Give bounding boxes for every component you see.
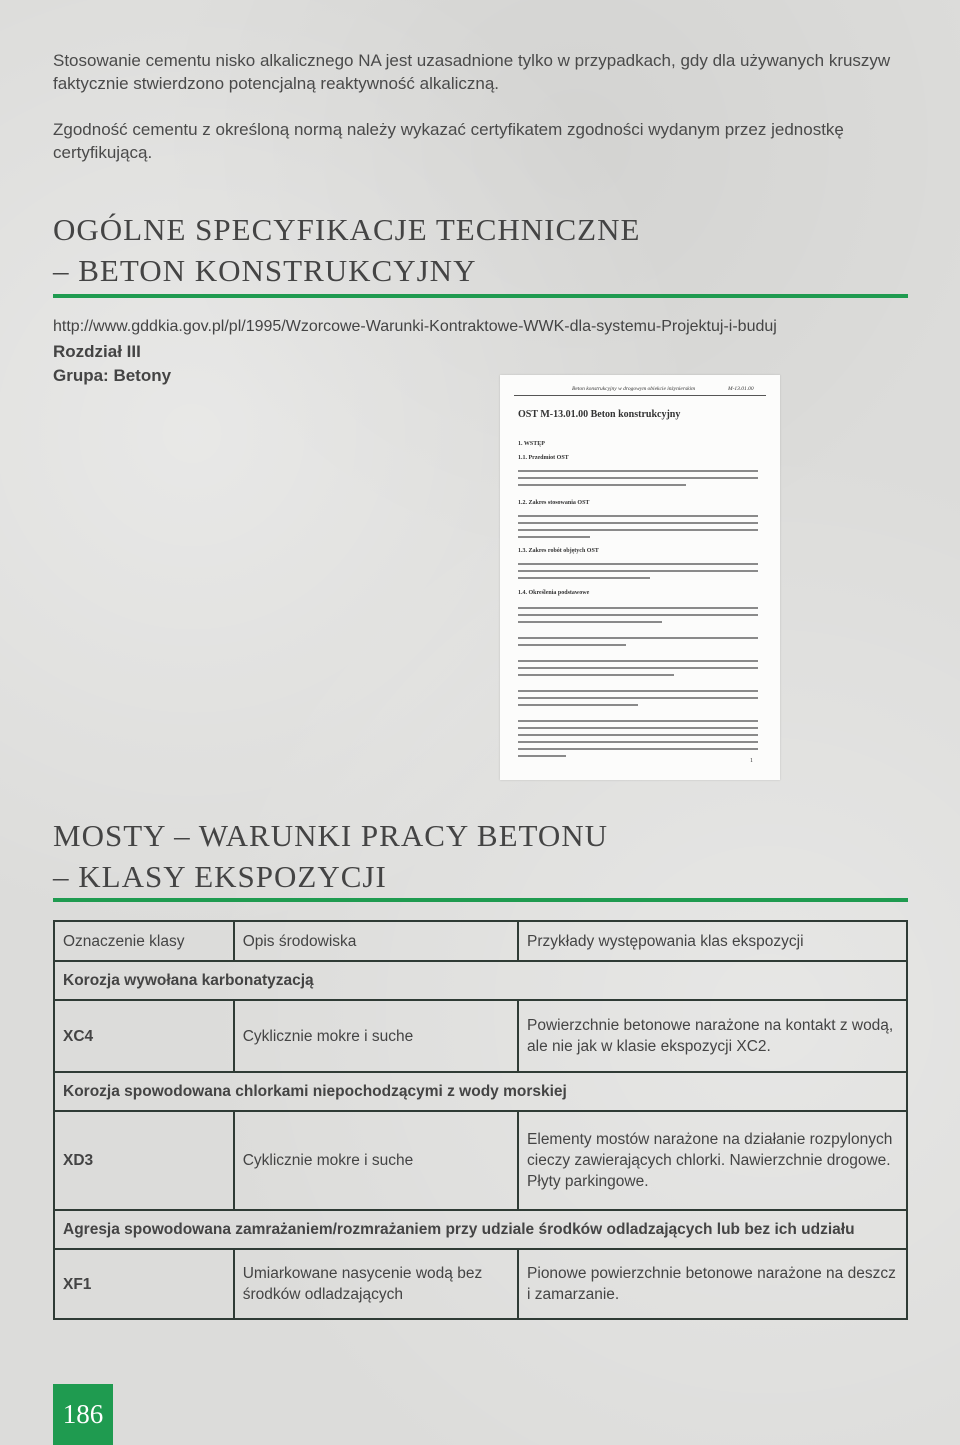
- heading-bridges-line2: – KLASY EKSPOZYCJI: [53, 859, 387, 894]
- examples-desc: Elementy mostów narażone na działanie rozpylonych cieczy zawierających chlorki. Nawierzchnie drogowe. Płyty parkingowe.: [518, 1111, 907, 1210]
- exposure-classes-table: [53, 920, 908, 1320]
- header-examples: Przykłady występowania klas ekspozycji: [518, 921, 907, 961]
- environment-desc: Umiarkowane nasycenie wodą bez środków odladzających: [234, 1249, 518, 1319]
- heading-ost-line2: – BETON KONSTRUKCYJNY: [53, 253, 477, 288]
- doc-section: 1.3. Zakres robót objętych OST: [518, 548, 599, 554]
- doc-text-lines: [518, 470, 758, 491]
- paragraph-certificate: Zgodność cementu z określoną normą należy wykazać certyfikatem zgodności wydanym przez jednostkę certyfikującą.: [53, 120, 844, 162]
- doc-section: 1.4. Określenia podstawowe: [518, 590, 590, 596]
- group-title: Agresja spowodowana zamrażaniem/rozmrażaniem przy udziale środków odladzających lub bez ich udziału: [54, 1210, 907, 1249]
- table-group-row: [54, 1072, 907, 1111]
- doc-section: 1. WSTĘP: [518, 441, 545, 447]
- environment-desc: Cyklicznie mokre i suche: [234, 1000, 518, 1072]
- heading-ost-line1: OGÓLNE SPECYFIKACJE TECHNICZNE: [53, 212, 641, 247]
- doc-text-lines: [518, 607, 758, 762]
- page-number-badge: 186: [53, 1384, 113, 1445]
- header-environment: Opis środowiska: [234, 921, 518, 961]
- class-code: XF1: [54, 1249, 234, 1319]
- doc-header-rule: [514, 395, 766, 396]
- doc-title: OST M-13.01.00 Beton konstrukcyjny: [518, 409, 681, 420]
- ost-document-preview: [500, 375, 780, 780]
- doc-page-number: 1: [750, 758, 753, 764]
- heading-bridges-line1: MOSTY – WARUNKI PRACY BETONU: [53, 818, 609, 853]
- class-code: XD3: [54, 1111, 234, 1210]
- paragraph-na-cement: Stosowanie cementu nisko alkalicznego NA jest uzasadnione tylko w przypadkach, gdy dla używanych kruszyw faktycznie stwierdzono potencjalną reaktywność alkaliczną.: [53, 51, 891, 93]
- environment-desc: Cyklicznie mokre i suche: [234, 1111, 518, 1210]
- group-label: Grupa: Betony: [53, 366, 172, 385]
- header-class: Oznaczenie klasy: [54, 921, 234, 961]
- chapter-label: Rozdział III: [53, 342, 141, 361]
- doc-text-lines: [518, 515, 758, 543]
- gddkia-link[interactable]: http://www.gddkia.gov.pl/pl/1995/Wzorcowe-Warunki-Kontraktowe-WWK-dla-systemu-Projektuj-i-buduj: [53, 318, 777, 335]
- green-divider: [53, 294, 908, 298]
- table-header-row: [54, 921, 907, 961]
- doc-header-right: M-13.01.00: [728, 386, 754, 392]
- group-title: Korozja wywołana karbonatyzacją: [54, 961, 907, 1000]
- table-row: [54, 1249, 907, 1319]
- group-title: Korozja spowodowana chlorkami niepochodzącymi z wody morskiej: [54, 1072, 907, 1111]
- doc-section: 1.2. Zakres stosowania OST: [518, 500, 590, 506]
- table-group-row: [54, 961, 907, 1000]
- examples-desc: Pionowe powierzchnie betonowe narażone na deszcz i zamarzanie.: [518, 1249, 907, 1319]
- doc-text-lines: [518, 563, 758, 584]
- class-code: XC4: [54, 1000, 234, 1072]
- table-group-row: [54, 1210, 907, 1249]
- green-divider-2: [53, 898, 908, 902]
- table-row: [54, 1111, 907, 1210]
- doc-section: 1.1. Przedmiot OST: [518, 455, 569, 461]
- doc-header-left: Beton konstrukcyjny w drogowym obiekcie inżynierskim: [572, 386, 696, 392]
- table-row: [54, 1000, 907, 1072]
- examples-desc: Powierzchnie betonowe narażone na kontakt z wodą, ale nie jak w klasie ekspozycji XC2.: [518, 1000, 907, 1072]
